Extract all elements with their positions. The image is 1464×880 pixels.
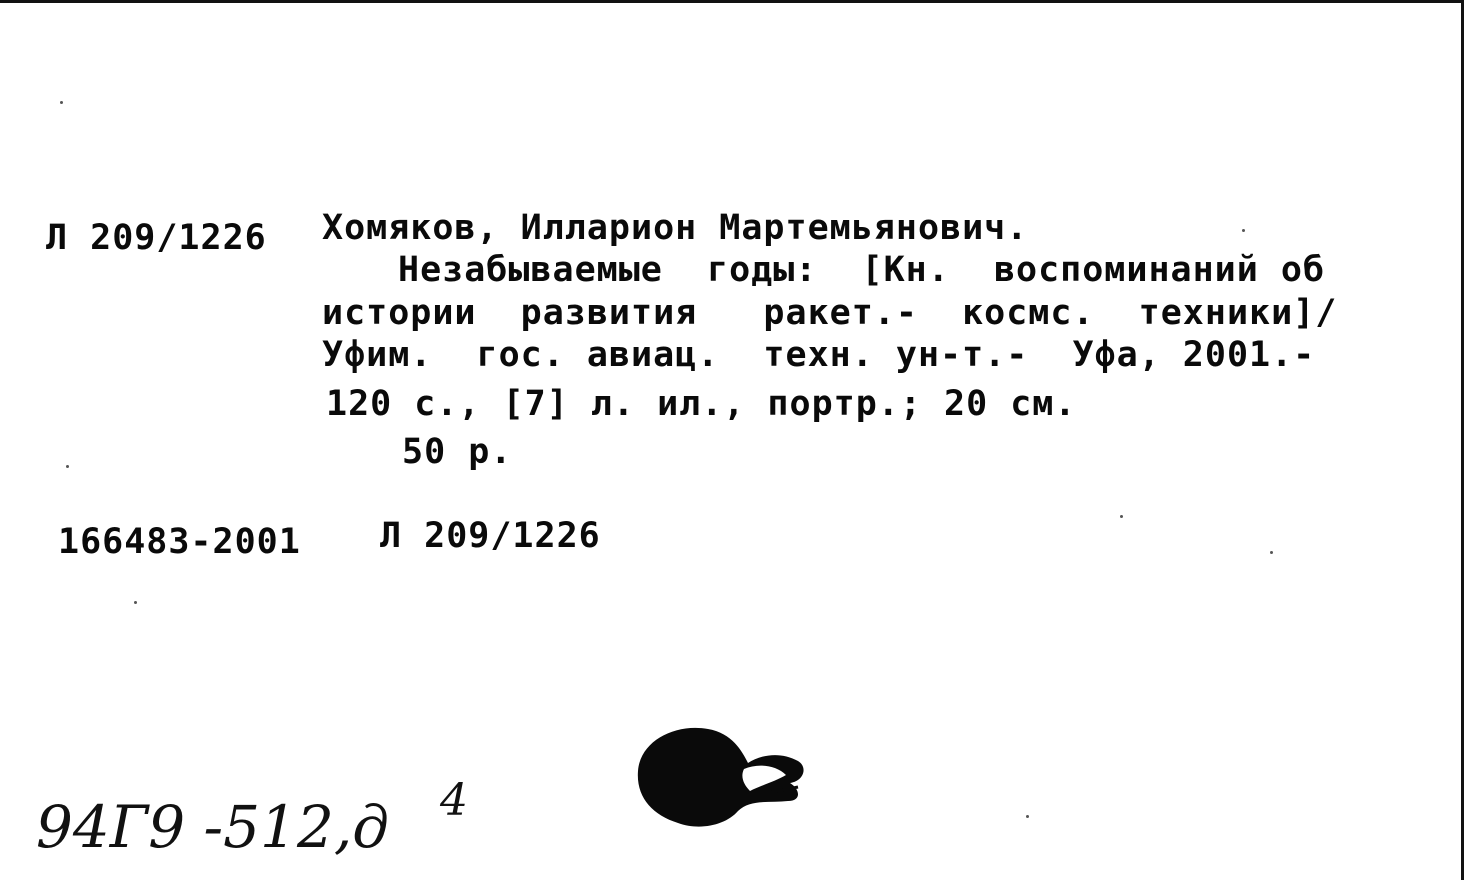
handwritten-note: 94Г9 -512,д [36, 793, 390, 861]
body-line-2: истории развития ракет.- космс. техники]/ [322, 293, 1338, 333]
dust-speck [1270, 551, 1273, 554]
price: 50 р. [402, 432, 513, 472]
dust-speck [1242, 229, 1245, 232]
inventory-number: 166483-2001 [58, 522, 301, 562]
author-heading: Хомяков, Илларион Мартемьянович. [322, 208, 1029, 248]
body-line-3: Уфим. гос. авиац. техн. ун-т.- Уфа, 2001.- [322, 335, 1316, 375]
handwritten-superscript: 4 [440, 775, 468, 826]
dust-speck [66, 465, 69, 468]
shelf-mark: Л 209/1226 [46, 218, 267, 258]
dust-speck [1026, 815, 1029, 818]
dust-speck [60, 101, 63, 104]
shelf-mark-bottom: Л 209/1226 [380, 516, 601, 556]
dust-speck [134, 601, 137, 604]
body-line-4: 120 с., [7] л. ил., портр.; 20 см. [326, 384, 1077, 424]
body-line-1: Незабываемые годы: [Кн. воспоминаний об [398, 250, 1326, 290]
ink-blot [630, 721, 820, 841]
dust-speck [1120, 515, 1123, 518]
